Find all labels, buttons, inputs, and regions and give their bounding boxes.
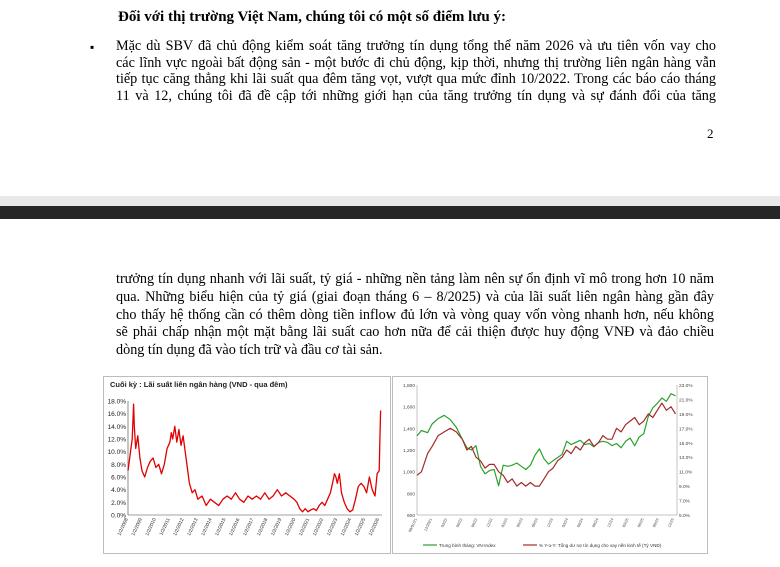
x-tick-label: 1/2/2009 [131,517,144,537]
left-tick-label: 1,200 [402,449,415,454]
y-tick-label: 8.0% [111,461,126,469]
paragraph-line: các lĩnh vực ngoài bất động sản - một bước đi chủ động, kịp thời, nhưng thị trường liên ngân hàng vẫn [116,54,716,71]
x-tick-label: 03/24 [561,517,570,529]
credit-growth-line [417,403,676,486]
x-tick-label: 1/2/2012 [173,517,186,537]
x-tick-label: 1/2/2018 [256,517,270,537]
page-gap [0,196,780,206]
legend-label-credit: % Y-o-Y: Tổng dư nợ tín dụng cho vay nền kinh tế (Tỷ VNĐ) [539,542,662,548]
x-tick-label: 06/24 [576,517,585,529]
x-tick-label: 1/2/2023 [326,517,340,537]
paragraph-line: sẽ phải chấp nhận một mặt bằng lãi suất cao hơn nữa để cải thiện được huy động VNĐ và đảo chiều [116,324,714,341]
chart-title: Cuối kỳ : Lãi suất liên ngân hàng (VND - qua đêm) [110,380,288,389]
paragraph-line: 11 và 12, chúng tôi đã đề cập tới những giới hạn của tăng trưởng tín dụng và sự đánh đổi của tăng [116,87,716,104]
paragraph-line: trưởng tín dụng nhanh với lãi suất, tỷ giá - những nền tảng làm nên sự ổn định vĩ mô trong hơn 10 năm [116,271,714,287]
right-tick-label: 15.0% [679,441,693,447]
interbank-rate-svg [104,377,390,553]
page-divider [0,206,780,219]
y-tick-label: 14.0% [107,423,126,431]
y-tick-label: 12.0% [107,436,126,444]
x-tick-label: 1/2/2008 [117,517,130,537]
y-tick-label: 4.0% [111,487,126,495]
y-tick-label: 10.0% [107,449,126,457]
paragraph-line: tiếp tục căng thẳng khi lãi suất qua đêm tăng vọt, vượt qua mức đỉnh 10/2022. Trong các báo cáo tháng [116,71,716,88]
right-tick-label: 13.0% [679,456,693,462]
x-tick-label: 06/25 [637,517,645,529]
left-tick-label: 1,600 [402,405,415,411]
x-tick-label: 12/25 [667,517,675,529]
x-tick-label: 1/2/2024 [340,517,354,537]
paragraph-line: dòng tín dụng đã vào tích trữ và đầu cơ tài sản. [116,342,383,359]
left-tick-label: 800 [406,492,415,498]
left-tick-label: 1,400 [402,427,415,433]
bullet-marker: ▪ [90,40,95,54]
x-tick-label: 12/24 [606,517,615,529]
section-heading: Đối với thị trường Việt Nam, chúng tôi có một số điểm lưu ý: [118,9,506,25]
left-tick-label: 600 [406,514,415,519]
x-tick-label: 06/22 [455,517,464,529]
left-tick-label: 1,800 [402,384,415,389]
right-tick-label: 7.0% [679,499,690,505]
vnindex-credit-chart [392,376,708,554]
right-tick-label: 23.0% [679,384,693,389]
x-tick-label: 09/01/21 [408,517,418,533]
x-tick-label: 1/2/2014 [201,517,214,537]
x-tick-label: 09/22 [470,517,479,529]
x-tick-label: 1/2/2019 [270,517,284,537]
paragraph-2 [116,271,714,360]
x-tick-label: 1/2/2020 [284,517,298,537]
interbank-rate-line [128,404,381,512]
paragraph-line: Mặc dù SBV đã chủ động kiểm soát tăng trưởng tín dụng tổng thể năm 2026 và ưu tiên vốn vay cho [116,38,716,54]
paragraph-line: qua. Những biểu hiện của tỷ giá (giai đoạn tháng 6 – 8/2025) và của lãi suất liên ngân hàng gần đây [116,288,714,305]
paragraph-line: cho thấy hệ thống cần có thêm dòng tiền inflow đủ lớn và vòng quay vốn vòng nhanh hơn, nếu không [116,306,714,323]
y-tick-label: 16.0% [107,411,126,419]
x-tick-label: 1/2/2025 [354,517,368,537]
y-tick-label: 18.0% [107,398,126,406]
x-tick-label: 1/2/2010 [145,517,158,537]
right-tick-label: 21.0% [679,398,693,404]
right-tick-label: 19.0% [679,412,693,418]
y-tick-label: 6.0% [111,474,126,482]
x-tick-label: 09/23 [531,517,539,529]
x-tick-label: 12/22 [485,517,494,529]
x-tick-label: 1/2/2022 [312,517,326,537]
x-tick-label: 03/23 [500,517,509,529]
x-tick-label: 1/2/2017 [242,517,256,537]
x-tick-label: 12/2021 [423,517,434,532]
x-tick-label: 1/2/2026 [368,517,382,537]
x-tick-label: 1/2/2015 [215,517,228,537]
document-page-1 [0,0,780,205]
x-tick-label: 09/25 [652,517,660,529]
x-tick-label: 12/23 [546,517,554,529]
right-tick-label: 17.0% [679,427,693,433]
x-tick-label: 1/2/2021 [298,517,312,537]
y-tick-label: 2.0% [111,499,126,507]
x-tick-label: 09/24 [591,517,600,529]
y-tick-label: 0.0% [111,512,126,520]
page-number: 2 [707,126,714,141]
paragraph-1 [116,38,716,104]
vnindex-credit-svg [393,377,707,553]
x-tick-label: 06/23 [516,517,524,529]
left-tick-label: 1,000 [402,470,415,476]
vnindex-line [417,394,676,486]
x-tick-label: 03/25 [621,517,630,529]
legend-label-vnindex: Trung bình tháng: VN-Index [439,542,496,548]
x-tick-label: 1/2/2011 [159,517,172,537]
x-tick-label: 03/22 [440,517,449,529]
right-tick-label: 5.0% [679,514,690,519]
interbank-rate-chart [103,376,391,554]
right-tick-label: 9.0% [679,485,690,491]
right-tick-label: 11.0% [679,470,693,476]
x-tick-label: 1/2/2016 [229,517,242,537]
x-tick-label: 1/2/2013 [187,517,200,537]
